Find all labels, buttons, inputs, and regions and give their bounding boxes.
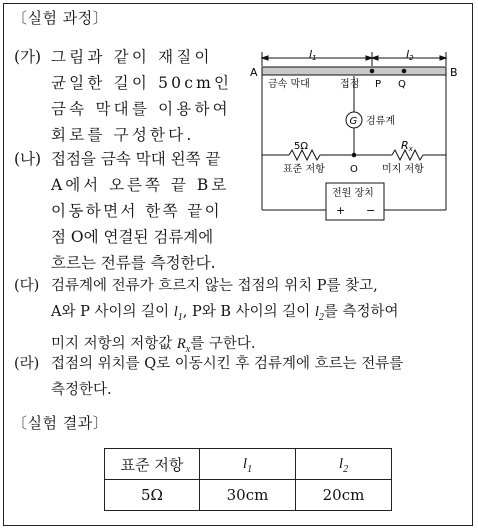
step-na-line-3: 이동하면서 한쪽 끝이 xyxy=(51,202,223,220)
l1-symbol: $l_1$ xyxy=(173,304,183,323)
table-header-row xyxy=(105,449,392,480)
step-ga-line-1: 그림과 같이 재질이 xyxy=(51,48,213,66)
step-da-line-2 xyxy=(51,299,399,331)
point-q-dot xyxy=(402,69,407,74)
step-na-line-4: 점 O에 연결된 검류계에 xyxy=(51,228,214,246)
metal-rod xyxy=(262,67,446,75)
process-title: 〔실험 과정〕 xyxy=(12,9,109,27)
cell-resistance: 5Ω xyxy=(105,480,200,511)
step-na-line-1: 접점을 금속 막대 왼쪽 끝 xyxy=(51,150,221,168)
label-a: A xyxy=(250,66,258,79)
cell-l2-value: 20cm xyxy=(296,480,392,511)
step-da-line-1: 검류계에 전류가 흐르지 않는 접점의 위치 P를 찾고, xyxy=(51,278,378,294)
step-ra-line-2: 측정한다. xyxy=(51,382,112,398)
galvanometer-symbol: G xyxy=(349,116,358,127)
label-standard-resistor: 표준 저항 xyxy=(283,164,325,175)
label-metal-rod: 금속 막대 xyxy=(268,79,310,90)
step-da-line2-a: A와 P 사이의 길이 xyxy=(51,304,174,320)
l1-arrow-left xyxy=(262,56,268,60)
header-l1: $l_1$ xyxy=(200,449,296,480)
step-da-line3-a: 미지 저항의 저항값 xyxy=(51,335,177,352)
label-minus: − xyxy=(366,204,376,217)
step-da-body xyxy=(51,273,399,363)
diagram-l2-label: l2 xyxy=(406,48,414,62)
rx-symbol: $R_x$ xyxy=(176,335,191,355)
contact-point-p xyxy=(370,69,375,74)
step-na-line-2: A에서 오른쪽 끝 B로 xyxy=(51,176,230,194)
step-ra-line-1: 접점의 위치를 Q로 이동시킨 후 검류계에 흐르는 전류를 xyxy=(51,356,404,372)
label-p: P xyxy=(375,79,382,90)
label-plus: + xyxy=(336,204,346,217)
step-na-label: (나) xyxy=(14,150,42,168)
step-ga-line-4: 회로를 구성한다. xyxy=(51,126,195,144)
header-l2: $l_2$ xyxy=(296,449,392,480)
step-da-line3-b: 를 구한다. xyxy=(190,335,256,352)
label-o: O xyxy=(350,164,358,175)
step-da-label: (다) xyxy=(14,278,40,294)
diagram-rx-label: Rx xyxy=(401,139,413,153)
step-ra-body xyxy=(51,351,403,403)
circuit-diagram xyxy=(0,0,478,240)
diagram-l1-label: l1 xyxy=(309,48,317,62)
l2-arrow-right xyxy=(440,56,446,60)
label-b: B xyxy=(450,66,458,79)
table-row xyxy=(105,480,392,511)
step-na-line-5: 흐르는 전류를 측정한다. xyxy=(51,254,216,272)
step-da-line2-c: 를 측정하여 xyxy=(323,304,399,320)
label-unknown-resistor: 미지 저항 xyxy=(382,164,424,175)
l2-arrow-left xyxy=(372,56,378,60)
result-title: 〔실험 결과〕 xyxy=(12,414,109,432)
label-5ohm: 5Ω xyxy=(294,141,309,152)
label-galvanometer: 검류계 xyxy=(366,116,395,127)
result-table xyxy=(104,448,392,511)
l2-symbol: $l_2$ xyxy=(314,304,324,323)
step-ga-line-3: 금속 막대를 이용하여 xyxy=(51,100,231,118)
label-power-supply: 전원 장치 xyxy=(332,188,374,199)
step-ga-label: (가) xyxy=(14,48,42,66)
step-ra-label: (라) xyxy=(14,356,40,372)
step-da-line2-b: , P와 B 사이의 길이 xyxy=(182,304,315,320)
junction-o xyxy=(352,153,357,158)
label-q: Q xyxy=(398,79,406,90)
header-standard-resistor: 표준 저항 xyxy=(105,449,200,480)
step-ga-line-2: 균일한 길이 50cm인 xyxy=(51,74,233,92)
cell-l1-value: 30cm xyxy=(200,480,296,511)
label-contact: 접점 xyxy=(340,79,360,90)
